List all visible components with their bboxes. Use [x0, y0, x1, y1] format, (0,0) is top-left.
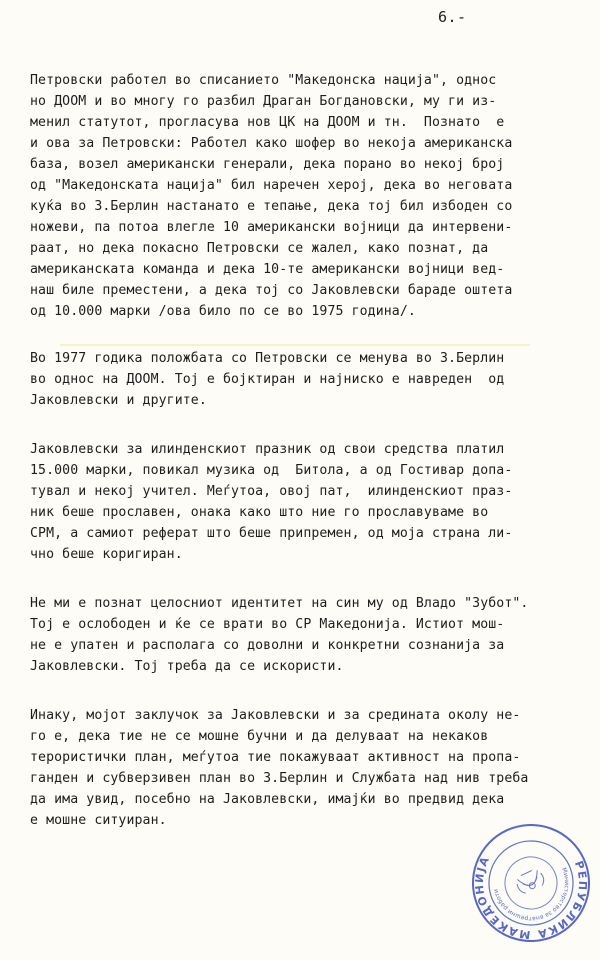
text-line: американската команда и дека 10-те американски војници вед- [30, 262, 505, 277]
text-line: наш биле преместени, а дека тој со Јаковлевски бараде оштета [30, 283, 513, 298]
text-line: во однос на ДООМ. Тој е бојктиран и најниско е навреден од [30, 372, 505, 387]
text-line: база, возел американски генерали, дека порано во некој број [30, 157, 505, 172]
text-line: од "Македонската нација" бил наречен херој, дека во неговата [30, 178, 513, 193]
text-line: од 10.000 марки /ова било по се во 1975 година/. [30, 304, 416, 319]
document-body [30, 70, 590, 853]
paragraph [30, 348, 590, 411]
text-line: го е, дека тие не се мошне бучни и да делуваат на некаков [30, 729, 489, 744]
text-line: Петровски работел во списанието "Македонска нација", однос [30, 73, 497, 88]
text-line: куќа во З.Берлин настанато е тепање, дека тој бил избоден со [30, 199, 513, 214]
text-line: Тој е ослободен и ќе се врати во СР Македонија. Истиот мош- [30, 617, 505, 632]
text-line: Во 1977 годика положбата со Петровски се менува во З.Берлин [30, 351, 505, 366]
official-stamp [468, 820, 594, 946]
text-line: раат, но дека покасно Петровски се жалел, како познат, да [30, 241, 489, 256]
text-line: терористички план, меѓутоа тие покажуваат активност на пропа- [30, 750, 521, 765]
text-line: Јаковлевски за илинденскиот празник од свои средства платил [30, 442, 505, 457]
text-line: ганден и субверзивен план во З.Берлин и Службата над нив треба [30, 771, 529, 786]
text-line: Не ми е познат целосниот идентитет на син му од Владо "Зубот". [30, 596, 529, 611]
paragraph [30, 439, 590, 565]
page-number: 6.- [438, 8, 467, 26]
text-line: Јаковлевски. Тој треба да се искористи. [30, 659, 344, 674]
text-line: ник беше прославен, онака како што ние го прославуваме во [30, 505, 489, 520]
paragraph [30, 70, 590, 322]
text-line: 15.000 марки, повикал музика од Битола, а од Гостивар допа- [30, 463, 513, 478]
paragraph [30, 593, 590, 677]
stamp-seal-icon [468, 820, 594, 946]
text-line: тувал и некој учител. Меѓутоа, овој пат, илинденскиот праз- [30, 484, 513, 499]
paragraph [30, 705, 590, 831]
stamp-outer-text: РЕПУБЛИКА МАКЕДОНИЈА [472, 853, 590, 942]
text-line: но ДООМ и во многу го разбил Драган Богдановски, му ги из- [30, 94, 497, 109]
text-line: и ова за Петровски: Работел како шофер во некоја американска [30, 136, 513, 151]
text-line: чно беше коригиран. [30, 547, 183, 562]
text-line: менил статутот, прогласува нов ЦК на ДООМ и тн. Познато е [30, 115, 505, 130]
stamp-inner-text: Министерство за внатрешни работи [492, 866, 571, 923]
text-line: СРМ, а самиот реферат што беше припремен, од моја страна ли- [30, 526, 513, 541]
text-line: ножеви, па потоа влегле 10 американски војници да интервени- [30, 220, 513, 235]
text-line: Јаковлевски и другите. [30, 393, 207, 408]
text-line: не е упатен и располага со доволни и конкретни сознанија за [30, 638, 505, 653]
text-line: е мошне ситуиран. [30, 813, 167, 828]
text-line: Инаку, мојот заклучок за Јаковлевски и за средината околу не- [30, 708, 521, 723]
text-line: да има увид, посебно на Јаковлевски, имајќи во предвид дека [30, 792, 505, 807]
